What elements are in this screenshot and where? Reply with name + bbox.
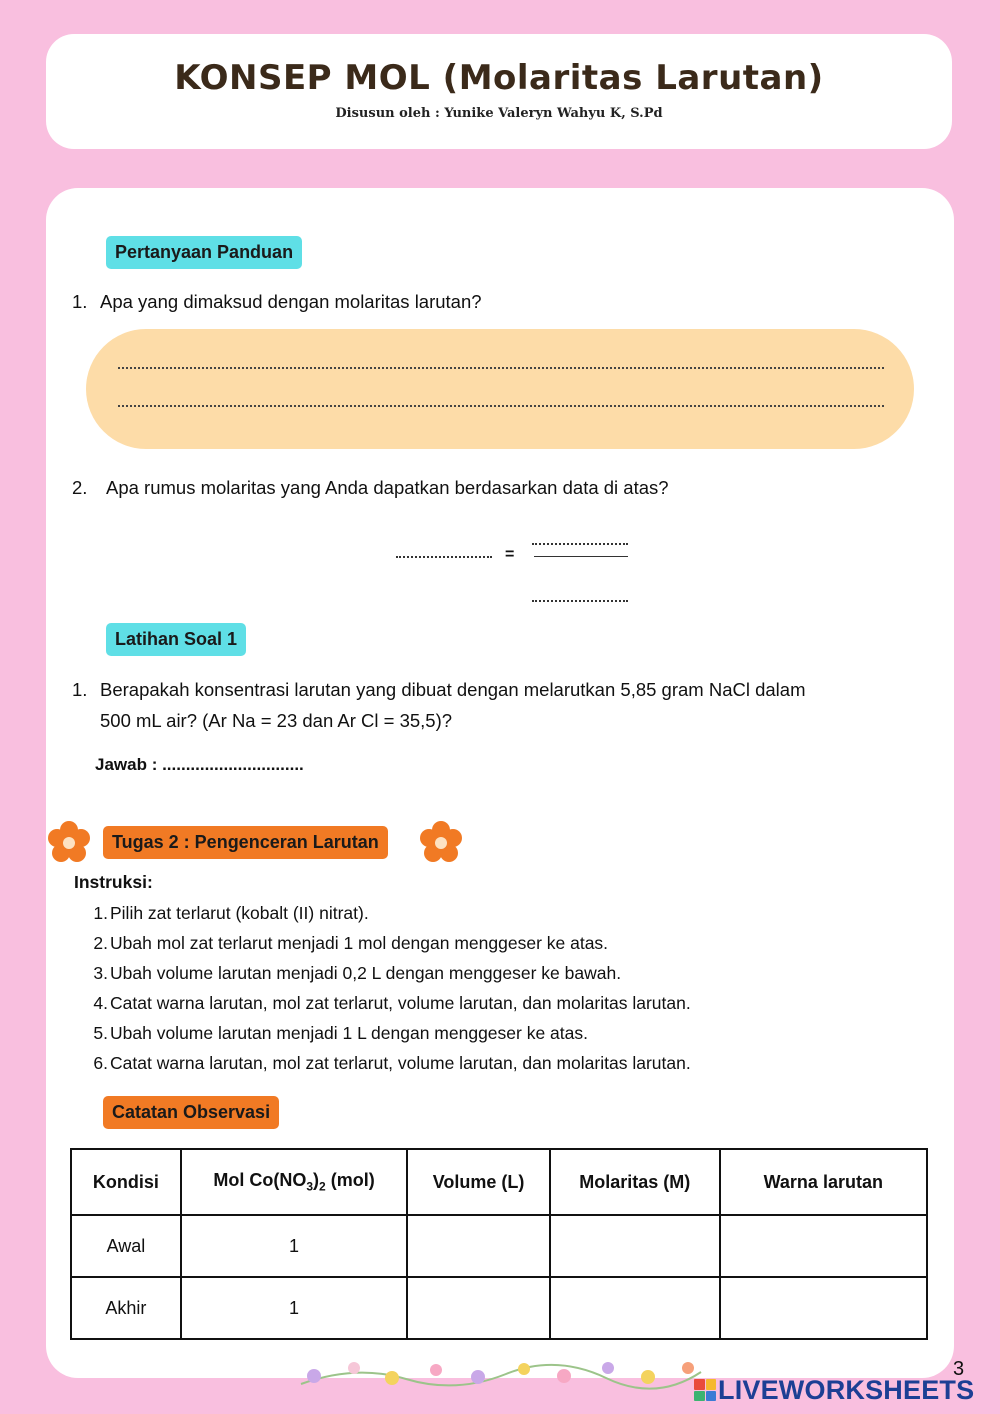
page-number: 3 (953, 1358, 965, 1380)
instructions-title: Instruksi: (74, 872, 153, 892)
instruction-list (86, 898, 691, 1078)
subscript-2: 2 (319, 1179, 326, 1194)
step-number: 5. (93, 1023, 108, 1043)
observation-table (70, 1148, 928, 1340)
exercise-question-1 (72, 674, 805, 736)
observation-label: Catatan Observasi (103, 1096, 279, 1129)
instruction-step (86, 928, 691, 958)
instruction-step (86, 1018, 691, 1048)
header-mol (181, 1149, 407, 1215)
cell-molaritas-input[interactable] (550, 1277, 720, 1339)
answer-box-q1[interactable] (86, 329, 914, 449)
formula-blank-numerator[interactable] (532, 543, 628, 545)
header-mol-text: Mol Co(NO (213, 1170, 307, 1191)
answer-field[interactable]: Jawab : .............................. (95, 755, 304, 774)
step-number: 1. (93, 903, 108, 923)
formula-blank-denominator[interactable] (532, 600, 628, 602)
cell-molaritas-input[interactable] (550, 1215, 720, 1277)
question-line-2: 500 mL air? (Ar Na = 23 dan Ar Cl = 35,5)? (100, 710, 453, 731)
header-warna: Warna larutan (720, 1149, 927, 1215)
step-text: Pilih zat terlarut (kobalt (II) nitrat). (110, 903, 369, 923)
question-number: 2. (72, 477, 88, 498)
question-number: 1. (72, 679, 88, 700)
question-text: Apa rumus molaritas yang Anda dapatkan berdasarkan data di atas? (106, 477, 669, 498)
answer-line-2[interactable] (118, 405, 884, 407)
step-text: Catat warna larutan, mol zat terlarut, volume larutan, dan molaritas larutan. (110, 1053, 691, 1073)
formula-blank-left[interactable] (396, 556, 492, 558)
instruction-step (86, 898, 691, 928)
guide-question-1 (72, 286, 482, 317)
fraction-bar (534, 556, 628, 557)
question-line-1: Berapakah konsentrasi larutan yang dibuat dengan melarutkan 5,85 gram NaCl dalam (100, 679, 806, 700)
table-row (71, 1215, 927, 1277)
question-text: Apa yang dimaksud dengan molaritas larutan? (100, 291, 482, 312)
cell-warna-input[interactable] (720, 1215, 927, 1277)
header-mol-paren: ) (313, 1170, 320, 1191)
cell-mol: 1 (181, 1215, 407, 1277)
guide-questions-label: Pertanyaan Panduan (106, 236, 302, 269)
flower-icon (419, 821, 463, 865)
step-number: 3. (93, 963, 108, 983)
step-number: 2. (93, 933, 108, 953)
question-number: 1. (72, 291, 88, 312)
cell-kondisi: Akhir (71, 1277, 181, 1339)
cell-mol: 1 (181, 1277, 407, 1339)
table-header-row (71, 1149, 927, 1215)
cell-kondisi: Awal (71, 1215, 181, 1277)
answer-line-1[interactable] (118, 367, 884, 369)
liveworksheets-icon (694, 1379, 716, 1401)
cell-volume-input[interactable] (407, 1215, 550, 1277)
header-molaritas: Molaritas (M) (550, 1149, 720, 1215)
task2-label: Tugas 2 : Pengenceran Larutan (103, 826, 388, 859)
step-text: Ubah mol zat terlarut menjadi 1 mol dengan menggeser ke atas. (110, 933, 609, 953)
step-text: Catat warna larutan, mol zat terlarut, volume larutan, dan molaritas larutan. (110, 993, 691, 1013)
header-kondisi: Kondisi (71, 1149, 181, 1215)
liveworksheets-logo[interactable] (694, 1374, 974, 1406)
header-volume: Volume (L) (407, 1149, 550, 1215)
instruction-step (86, 988, 691, 1018)
guide-question-2 (72, 472, 669, 503)
equals-sign: = (505, 546, 515, 563)
subscript-3: 3 (306, 1179, 314, 1194)
step-text: Ubah volume larutan menjadi 1 L dengan menggeser ke atas. (110, 1023, 588, 1043)
step-text: Ubah volume larutan menjadi 0,2 L dengan menggeser ke bawah. (110, 963, 622, 983)
brand-text: LIVEWORKSHEETS (718, 1374, 975, 1405)
cell-volume-input[interactable] (407, 1277, 550, 1339)
author-line: Disusun oleh : Yunike Valeryn Wahyu K, S.Pd (335, 106, 663, 121)
instruction-step (86, 1048, 691, 1078)
header-mol-unit: (mol) (325, 1170, 375, 1191)
step-number: 4. (93, 993, 108, 1013)
floral-garland-decoration (296, 1344, 706, 1394)
page-title: KONSEP MOL (Molaritas Larutan) (174, 58, 824, 98)
step-number: 6. (93, 1053, 108, 1073)
cell-warna-input[interactable] (720, 1277, 927, 1339)
exercise-label: Latihan Soal 1 (106, 623, 246, 656)
flower-icon (47, 821, 91, 865)
header-card (46, 34, 952, 149)
table-row (71, 1277, 927, 1339)
instruction-step (86, 958, 691, 988)
